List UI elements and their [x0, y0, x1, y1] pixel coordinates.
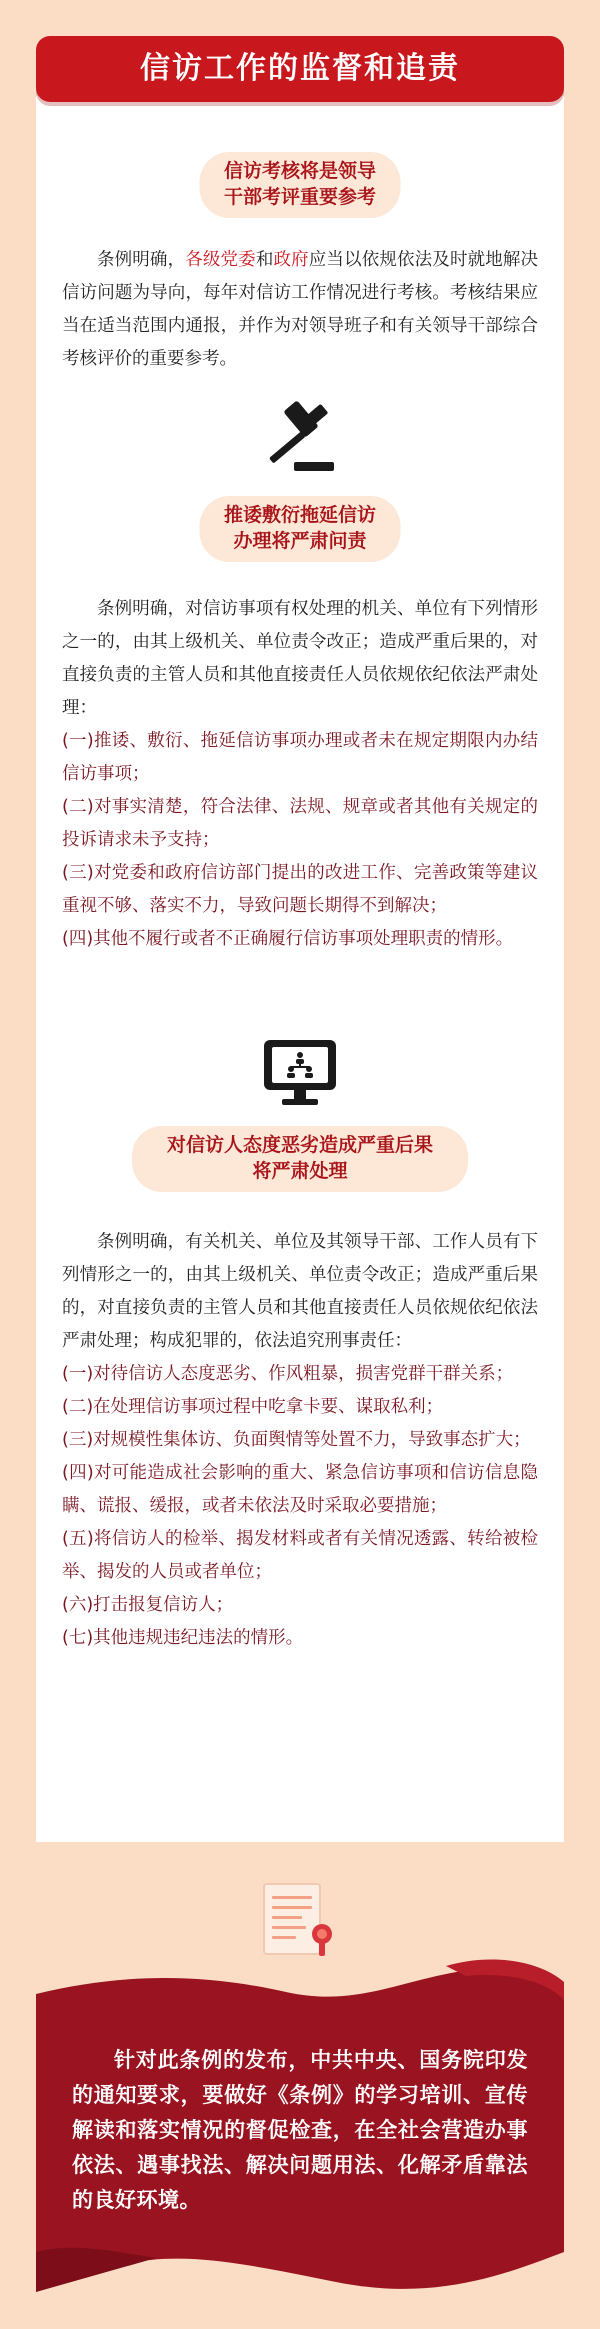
- section1-highlight-government: 政府: [273, 250, 309, 270]
- section1-text-a: 条例明确，: [97, 250, 186, 270]
- section1-subtitle-line2: 干部考评重要参考: [223, 186, 376, 208]
- footer-text: 针对此条例的发布，中共中央、国务院印发的通知要求，要做好《条例》的学习培训、宣传解读和落实情况的督促检查，在全社会营造办事依法、遇事找法、解决问题用法、化解矛盾靠法的良好环境。: [72, 2048, 528, 2212]
- section2-subtitle-line2: 办理将严肃问责: [233, 530, 367, 552]
- section2-subtitle: [200, 496, 401, 562]
- section2-intro: 条例明确，对信访事项有权处理的机关、单位有下列情形之一的，由其上级机关、单位责令改正；造成严重后果的，对直接负责的主管人员和其他直接责任人员依规依纪依法严肃处理：: [62, 599, 538, 718]
- document-icon: [258, 1880, 342, 1962]
- section1-text-and: 和: [255, 250, 274, 270]
- section1-subtitle-line1: 信访考核将是领导: [223, 160, 376, 182]
- monitor-people-icon: [260, 1036, 340, 1110]
- page-title: 信访工作的监督和追责: [140, 51, 460, 86]
- section1-text-b: 应当以依规依法及时就地解决信访问题为导向，每年对信访工作情况进行考核。考核结果应当在适当范围内通报，并作为对领导班子和有关领导干部综合考核评价的重要参考。: [62, 250, 539, 369]
- gavel-icon: [262, 398, 338, 474]
- section3-item-3: (三)对规模性集体访、负面舆情等处置不力，导致事态扩大；: [62, 1430, 531, 1450]
- section3-subtitle-line2: 将严肃处理: [252, 1160, 348, 1182]
- section3-paragraph: [62, 1226, 538, 1655]
- section2-item-1: (一)推诿、敷衍、拖延信访事项办理或者未在规定期限内办结信访事项；: [62, 731, 538, 784]
- section3-subtitle: [132, 1126, 468, 1192]
- section2-paragraph: [62, 593, 538, 956]
- section2-item-4: (四)其他不履行或者不正确履行信访事项处理职责的情形。: [62, 929, 514, 949]
- content-card: [36, 96, 564, 1842]
- section3-subtitle-line1: 对信访人态度恶劣造成严重后果: [166, 1134, 433, 1156]
- section3-item-2: (二)在处理信访事项过程中吃拿卡要、谋取私利；: [62, 1397, 444, 1417]
- section3-intro: 条例明确，有关机关、单位及其领导干部、工作人员有下列情形之一的，由其上级机关、单位责令改正；造成严重后果的，对直接负责的主管人员和其他直接责任人员依规依纪依法严肃处理；构成犯罪的，依法追究刑事责任：: [62, 1232, 538, 1351]
- section3-item-7: (七)其他违规违纪违法的情形。: [62, 1628, 304, 1648]
- section3-item-6: (六)打击报复信访人；: [62, 1595, 234, 1615]
- title-banner: [36, 36, 564, 102]
- section1-highlight-party: 各级党委: [185, 250, 256, 270]
- section1-subtitle: [200, 152, 401, 218]
- section2-item-2: (二)对事实清楚，符合法律、法规、规章或者其他有关规定的投诉请求未予支持；: [62, 797, 538, 850]
- section2-subtitle-line1: 推诿敷衍拖延信访: [223, 504, 376, 526]
- section3-item-5: (五)将信访人的检举、揭发材料或者有关情况透露、转给被检举、揭发的人员或者单位；: [62, 1529, 538, 1582]
- section3-item-1: (一)对待信访人态度恶劣、作风粗暴，损害党群干群关系；: [62, 1364, 514, 1384]
- section2-item-3: (三)对党委和政府信访部门提出的改进工作、完善政策等建议重视不够、落实不力，导致问题长期得不到解决；: [62, 863, 538, 916]
- section3-item-4: (四)对可能造成社会影响的重大、紧急信访事项和信访信息隐瞒、谎报、缓报，或者未依法及时采取必要措施；: [62, 1463, 538, 1516]
- section1-paragraph: [62, 244, 538, 376]
